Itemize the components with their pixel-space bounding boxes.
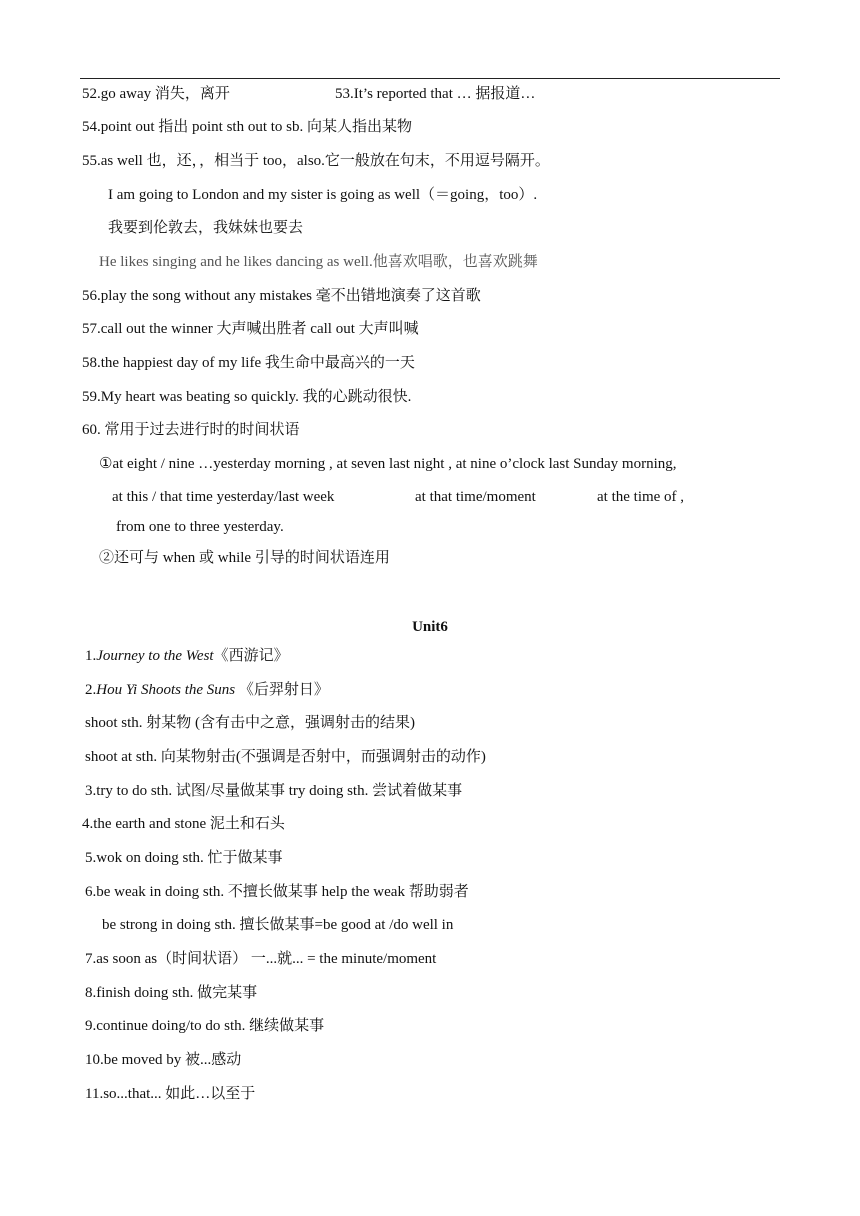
unit6-item-2-cn: 《后羿射日》 (235, 682, 329, 698)
example-sentence-2: He likes singing and he likes dancing as well.他喜欢唱歌，也喜欢跳舞 (99, 254, 538, 270)
unit6-item-8: 8.finish doing sth. 做完某事 (85, 985, 258, 1001)
time-adverbial-4: ②还可与 when 或 while 引导的时间状语连用 (99, 550, 390, 566)
header-rule (80, 78, 780, 79)
time-adverbial-3: from one to three yesterday. (116, 519, 284, 535)
item-57: 57.call out the winner 大声喊出胜者 call out 大声叫喊 (82, 321, 419, 337)
time-adverbial-2b: at that time/moment (415, 489, 536, 505)
unit6-item-5: 5.wok on doing sth. 忙于做某事 (85, 850, 283, 866)
unit6-item-7: 7.as soon as（时间状语） 一...就... = the minute/moment (85, 951, 437, 967)
time-adverbial-2c: at the time of , (597, 489, 685, 505)
time-adverbial-1: ①at eight / nine …yesterday morning , at seven last night , at nine o’clock last Sunday morning, (99, 456, 677, 472)
unit-title: Unit6 (412, 619, 448, 635)
unit6-item-2-num: 2. (85, 682, 97, 698)
unit6-item-10: 10.be moved by 被...感动 (85, 1052, 242, 1068)
unit6-item-11: 11.so...that... 如此…以至于 (85, 1086, 256, 1102)
unit6-item-3: 3.try to do sth. 试图/尽量做某事 try doing sth. 尝试着做某事 (85, 783, 463, 799)
unit6-item-2-title: Hou Yi Shoots the Suns (96, 682, 236, 698)
item-59: 59.My heart was beating so quickly. 我的心跳动很快. (82, 389, 412, 405)
example-sentence-cn: 我要到伦敦去，我妹妹也要去 (108, 220, 304, 236)
item-58: 58.the happiest day of my life 我生命中最高兴的一天 (82, 355, 415, 371)
unit6-item-9: 9.continue doing/to do sth. 继续做某事 (85, 1018, 325, 1034)
unit6-item-6b: be strong in doing sth. 擅长做某事=be good at /do well in (102, 917, 454, 933)
example-sentence-en: I am going to London and my sister is going as well（＝going，too）. (108, 187, 538, 203)
unit6-item-1-title: Journey to the West (96, 648, 214, 664)
unit6-item-1-cn: 《西游记》 (213, 648, 289, 664)
unit6-item-1 (85, 647, 289, 665)
unit6-item-4: 4.the earth and stone 泥土和石头 (82, 816, 285, 832)
unit6-item-1-num: 1. (85, 648, 97, 664)
item-53: 53.It’s reported that … 据报道… (335, 86, 536, 102)
item-56: 56.play the song without any mistakes 毫不出错地演奏了这首歌 (82, 288, 481, 304)
unit6-item-2 (85, 681, 329, 699)
item-52: 52.go away 消失，离开 (82, 86, 230, 102)
item-54: 54.point out 指出 point sth out to sb. 向某人指出某物 (82, 119, 413, 135)
time-adverbial-2a: at this / that time yesterday/last week (112, 489, 335, 505)
unit6-item-6: 6.be weak in doing sth. 不擅长做某事 help the weak 帮助弱者 (85, 884, 469, 900)
unit6-shoot-sth: shoot sth. 射某物 (含有击中之意，强调射击的结果) (85, 715, 416, 731)
item-55: 55.as well 也，还，，相当于 too，also.它一般放在句末，不用逗号隔开。 (82, 153, 550, 169)
unit6-shoot-at-sth: shoot at sth. 向某物射击(不强调是否射中，而强调射击的动作) (85, 749, 486, 765)
item-60: 60. 常用于过去进行时的时间状语 (82, 422, 300, 438)
